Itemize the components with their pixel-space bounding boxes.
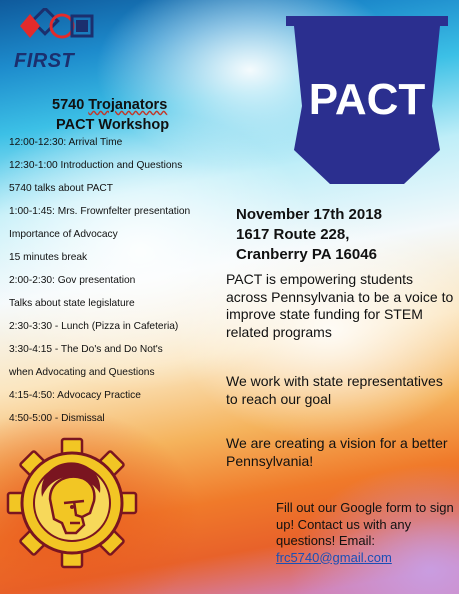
pact-keystone-badge bbox=[282, 10, 452, 190]
vision-paragraph: We are creating a vision for a better Pennsylvania! bbox=[226, 435, 448, 469]
pact-label: PACT bbox=[308, 75, 426, 124]
schedule-item: Importance of Advocacy bbox=[9, 229, 118, 240]
first-wordmark: FIRST bbox=[14, 50, 75, 72]
event-address-line1: 1617 Route 228, bbox=[236, 226, 350, 243]
email-label: Email: bbox=[338, 533, 376, 548]
mission-paragraph: PACT is empowering students across Pennsylvania to be a voice to improve state funding for STEM related programs bbox=[226, 271, 454, 340]
workshop-subtitle: PACT Workshop bbox=[56, 117, 170, 133]
team-number: 5740 bbox=[52, 97, 85, 113]
schedule-item: 5740 talks about PACT bbox=[9, 183, 114, 194]
signup-info bbox=[276, 500, 456, 566]
schedule-item: 2:30-3:30 - Lunch (Pizza in Cafeteria) bbox=[9, 321, 179, 332]
goal-paragraph: We work with state representatives to reach our goal bbox=[226, 373, 443, 407]
schedule-item: 4:15-4:50: Advocacy Practice bbox=[9, 390, 141, 401]
schedule-item: 3:30-4:15 - The Do's and Do Not's bbox=[9, 344, 163, 355]
workshop-team-title bbox=[52, 97, 167, 113]
event-address-line2: Cranberry PA 16046 bbox=[236, 246, 377, 263]
schedule-item: 2:00-2:30: Gov presentation bbox=[9, 275, 136, 286]
schedule-item: 12:00-12:30: Arrival Time bbox=[9, 137, 123, 148]
schedule-item: 12:30-1:00 Introduction and Questions bbox=[9, 160, 183, 171]
schedule-list bbox=[9, 136, 190, 435]
email-link[interactable]: frc5740@gmail.com bbox=[276, 549, 392, 565]
schedule-item: 4:50-5:00 - Dismissal bbox=[9, 413, 105, 424]
event-date: November 17th 2018 bbox=[236, 206, 382, 223]
schedule-item: when Advocating and Questions bbox=[9, 367, 155, 378]
schedule-item: Talks about state legislature bbox=[9, 298, 135, 309]
schedule-item: 15 minutes break bbox=[9, 252, 88, 263]
signup-text: Fill out our Google form to sign up! Contact us with any questions! bbox=[276, 500, 454, 548]
trojan-gear-logo-icon bbox=[6, 437, 138, 569]
event-details bbox=[236, 205, 382, 265]
schedule-item: 1:00-1:45: Mrs. Frownfelter presentation bbox=[9, 206, 191, 217]
team-name: Trojanators bbox=[88, 97, 168, 113]
